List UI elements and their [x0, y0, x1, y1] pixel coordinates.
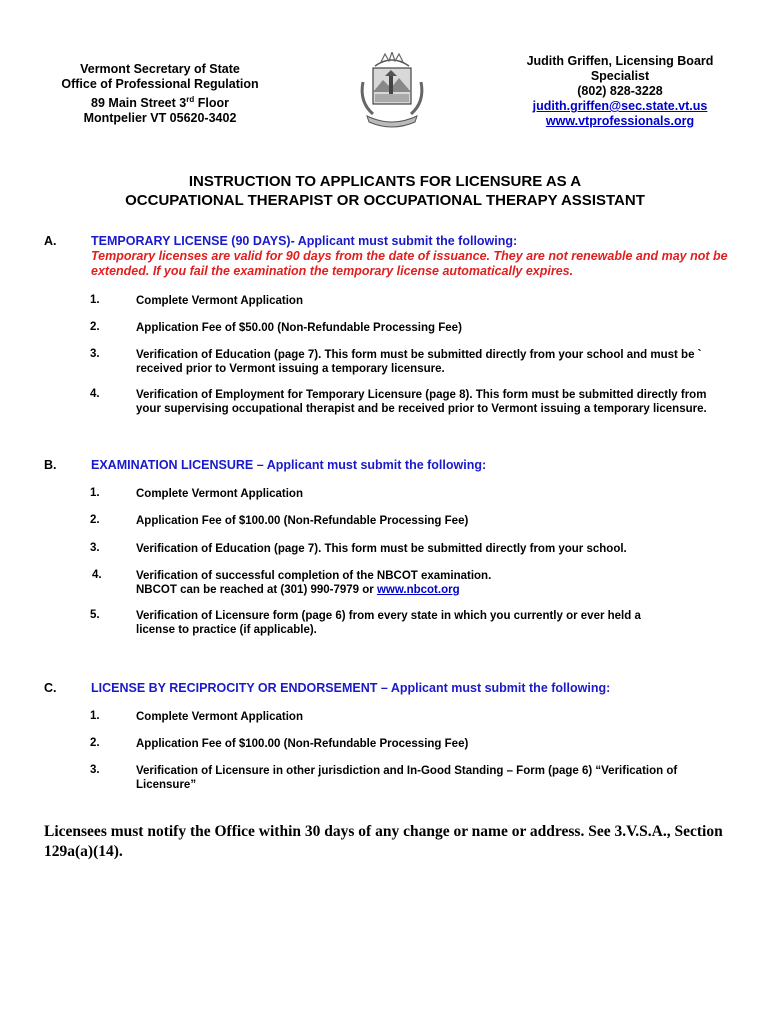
address-line-1: Vermont Secretary of State	[80, 62, 240, 76]
section-a-heading: TEMPORARY LICENSE (90 DAYS)- Applicant must submit the following:	[91, 234, 518, 248]
list-item: Application Fee of $100.00 (Non-Refundable Processing Fee)	[136, 738, 469, 750]
vermont-state-seal-icon	[355, 52, 429, 132]
list-item: Verification of Education (page 7). This form must be submitted directly from your school and must be ` received prior to Vermont issuing a temporary licensure.	[136, 349, 702, 375]
list-number: 1.	[90, 710, 100, 722]
list-item: Complete Vermont Application	[136, 488, 303, 500]
notice-footer: Licensees must notify the Office within 30 days of any change or name or address. See 3.V.S.A., Section 129a(a)(14).	[44, 823, 723, 860]
contact-block	[500, 54, 740, 129]
list-number: 4.	[90, 388, 100, 400]
temporary-license-warning: Temporary licenses are valid for 90 days from the date of issuance. They are not renewable and may not be extended. If you fail the examination the temporary license automatically expires.	[91, 249, 728, 278]
address-line-2: Office of Professional Regulation	[61, 77, 259, 91]
title-line-2: OCCUPATIONAL THERAPIST OR OCCUPATIONAL THERAPY ASSISTANT	[125, 192, 645, 209]
list-item: Application Fee of $100.00 (Non-Refundable Processing Fee)	[136, 515, 469, 527]
page-title	[40, 172, 730, 210]
office-address	[40, 62, 280, 126]
list-number: 3.	[90, 542, 100, 554]
list-number: 3.	[90, 348, 100, 360]
list-item: Verification of Employment for Temporary Licensure (page 8). This form must be submitted directly from your supervising occupational therapist and be received prior to Vermont issuing a temporary licensure.	[136, 389, 707, 415]
contact-title: Specialist	[590, 69, 650, 83]
list-item: Application Fee of $50.00 (Non-Refundable Processing Fee)	[136, 322, 462, 334]
address-line-3: 89 Main Street 3rd Floor	[91, 95, 229, 111]
list-item: Verification of Licensure form (page 6) from every state in which you currently or ever held a license to practice (if applicable).	[136, 610, 641, 636]
section-b-heading: EXAMINATION LICENSURE – Applicant must submit the following:	[91, 458, 487, 472]
section-a-letter: A.	[44, 234, 57, 248]
website-link[interactable]: www.vtprofessionals.org	[545, 114, 695, 128]
section-c-letter: C.	[44, 681, 57, 695]
list-item: Verification of Licensure in other jurisdiction and In-Good Standing – Form (page 6) “Verification of Licensure”	[136, 765, 678, 791]
contact-phone: (802) 828-3228	[577, 84, 663, 98]
list-item: Verification of successful completion of the NBCOT examination. NBCOT can be reached at (301) 990-7979 or www.nbcot.org	[136, 570, 492, 596]
contact-name: Judith Griffen, Licensing Board	[526, 54, 714, 68]
section-b-letter: B.	[44, 458, 57, 472]
title-line-1: INSTRUCTION TO APPLICANTS FOR LICENSURE AS A	[188, 173, 582, 190]
list-number: 2.	[90, 321, 100, 333]
list-item: Complete Vermont Application	[136, 711, 303, 723]
list-number: 4.	[92, 569, 102, 581]
nbcot-link[interactable]: www.nbcot.org	[376, 584, 460, 596]
section-c-heading: LICENSE BY RECIPROCITY OR ENDORSEMENT – Applicant must submit the following:	[91, 681, 611, 695]
list-number: 5.	[90, 609, 100, 621]
list-number: 3.	[90, 764, 100, 776]
contact-email-link[interactable]: judith.griffen@sec.state.vt.us	[532, 99, 708, 113]
list-item: Verification of Education (page 7). This form must be submitted directly from your school.	[136, 543, 627, 555]
list-number: 2.	[90, 514, 100, 526]
list-number: 2.	[90, 737, 100, 749]
list-item: Complete Vermont Application	[136, 295, 303, 307]
address-line-4: Montpelier VT 05620-3402	[83, 111, 237, 126]
list-number: 1.	[90, 294, 100, 306]
list-number: 1.	[90, 487, 100, 499]
